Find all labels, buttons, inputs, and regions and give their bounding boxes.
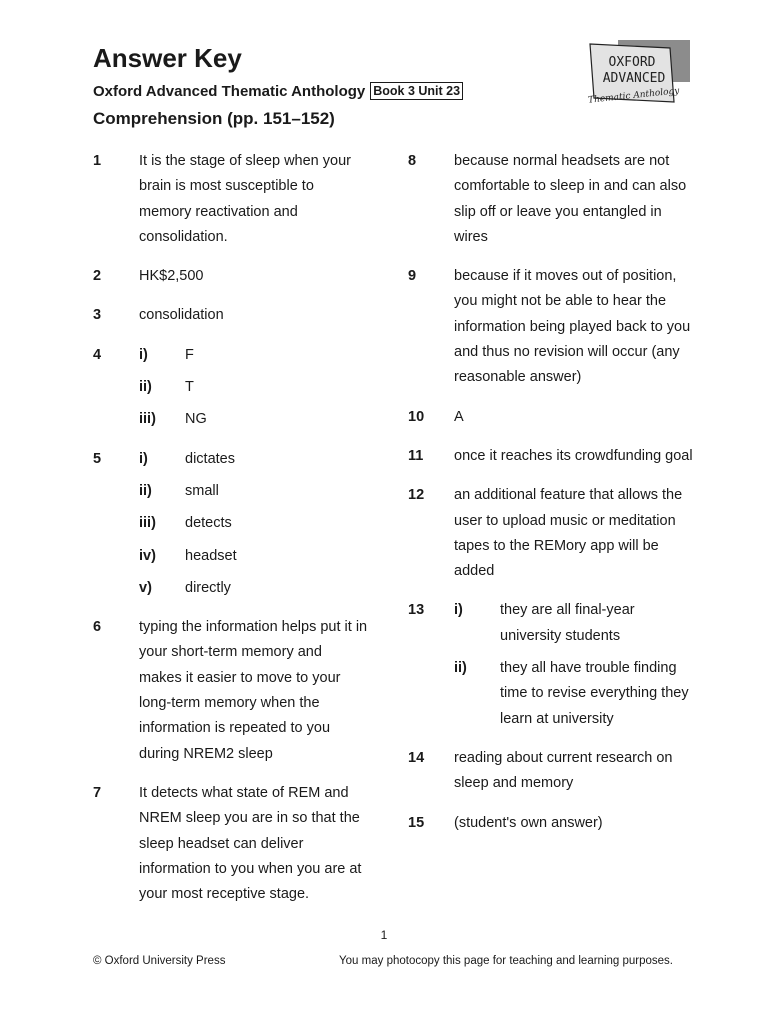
answer-item — [93, 343, 368, 433]
sub-answer — [139, 576, 368, 601]
answer-text: because if it moves out of position, you might not be able to hear the information being played back to you and thus no revision will occur (any reasonable answer) — [454, 268, 691, 386]
answer-item — [408, 149, 698, 250]
sub-answer-label: ii) — [454, 660, 467, 677]
sub-answer-text: headset — [185, 547, 237, 564]
answer-text: It is the stage of sleep when your brain is most susceptible to memory reactivation and consolidation. — [139, 153, 351, 245]
sub-answer-label: iii) — [139, 515, 156, 532]
copyright-notice: © Oxford University Press — [93, 955, 226, 967]
answer-text: because normal headsets are not comfortable to sleep in and can also slip off or leave you entangled in wires — [454, 153, 687, 245]
sub-answer-label: iv) — [139, 547, 156, 564]
answer-item — [93, 615, 368, 767]
answer-item — [408, 444, 698, 469]
answer-text: once it reaches its crowdfunding goal — [454, 447, 693, 464]
answer-number: 14 — [408, 749, 425, 766]
answer-item — [93, 149, 368, 250]
answer-number: 5 — [93, 450, 102, 467]
answer-body — [139, 447, 368, 601]
answer-item — [408, 405, 698, 430]
answer-item — [408, 264, 698, 390]
answer-text: HK$2,500 — [139, 268, 204, 285]
sub-answer — [139, 407, 368, 432]
answer-item — [93, 303, 368, 328]
sub-answer-text: they all have trouble finding time to revise everything they learn at university — [500, 660, 689, 727]
sub-answer-text: dictates — [185, 450, 235, 467]
sub-answer — [139, 343, 368, 368]
footer — [93, 955, 673, 967]
photocopy-notice: You may photocopy this page for teaching and learning purposes. — [339, 955, 673, 967]
answer-item — [93, 447, 368, 601]
answer-text: consolidation — [139, 307, 224, 324]
sub-answer — [454, 598, 698, 649]
anthology-name: Oxford Advanced Thematic Anthology — [93, 83, 366, 100]
sub-answer — [454, 656, 698, 732]
answers-left-column — [93, 149, 368, 921]
answer-number: 4 — [93, 346, 102, 363]
answer-number: 9 — [408, 268, 417, 285]
answer-item — [93, 781, 368, 907]
unit-badge: Book 3 Unit 23 — [370, 82, 463, 100]
sub-answer — [139, 511, 368, 536]
page-number: 1 — [380, 928, 388, 942]
answer-number: 10 — [408, 408, 425, 425]
answer-number: 1 — [93, 153, 102, 169]
answer-item — [408, 598, 698, 731]
answer-text: A — [454, 408, 464, 425]
oxford-advanced-logo — [584, 40, 694, 110]
sub-answer-label: v) — [139, 579, 152, 596]
answer-text: It detects what state of REM and NREM sleep you are in so that the sleep headset can deliver information to you when you are at your most receptive stage. — [139, 784, 362, 903]
sub-answer-text: T — [185, 379, 194, 396]
sub-answer-text: F — [185, 346, 194, 363]
answer-number: 6 — [93, 619, 102, 636]
sub-answer — [139, 544, 368, 569]
sub-answer-label: i) — [454, 602, 463, 619]
sub-answer-text: directly — [185, 579, 231, 596]
sub-answer-text: NG — [185, 411, 207, 428]
answer-number: 2 — [93, 268, 102, 285]
sub-answer-label: i) — [139, 346, 148, 363]
sub-answer-text: small — [185, 482, 219, 499]
logo-line-3: Thematic Anthology — [587, 86, 680, 106]
sub-answer-text: they are all final-year university students — [500, 602, 635, 644]
sub-answer — [139, 375, 368, 400]
answer-text: an additional feature that allows the user to upload music or meditation tapes to the REMory app will be added — [454, 487, 683, 580]
answer-body — [139, 343, 368, 433]
answer-item — [408, 746, 698, 797]
sub-answer — [139, 479, 368, 504]
answer-body — [454, 598, 698, 731]
logo-line-2: ADVANCED — [602, 71, 666, 86]
sub-answer-label: i) — [139, 450, 148, 467]
answer-number: 15 — [408, 814, 425, 831]
page-title: Answer Key — [93, 43, 242, 73]
section-heading: Comprehension (pp. 151–152) — [93, 109, 335, 128]
sub-answer-label: iii) — [139, 411, 156, 428]
answer-number: 3 — [93, 307, 102, 324]
sub-answer-label: ii) — [139, 379, 152, 396]
sub-answer — [139, 447, 368, 472]
book-subtitle — [93, 82, 463, 100]
answer-number: 7 — [93, 784, 102, 801]
answer-item — [93, 264, 368, 289]
answer-text: typing the information helps put it in your short-term memory and makes it easier to move to your long-term memory when the information is repeated to you during NREM2 sleep — [139, 619, 368, 762]
answer-item — [408, 811, 698, 836]
answer-number: 8 — [408, 153, 417, 169]
logo-line-1: OXFORD — [608, 55, 656, 70]
sub-answer-label: ii) — [139, 482, 152, 499]
answers-right-column — [408, 149, 698, 850]
answer-number: 12 — [408, 487, 425, 504]
answer-number: 13 — [408, 602, 425, 619]
answer-text: (student's own answer) — [454, 814, 603, 831]
answer-number: 11 — [408, 447, 424, 464]
answer-item — [408, 483, 698, 584]
sub-answer-text: detects — [185, 515, 232, 532]
answer-text: reading about current research on sleep and memory — [454, 749, 673, 792]
